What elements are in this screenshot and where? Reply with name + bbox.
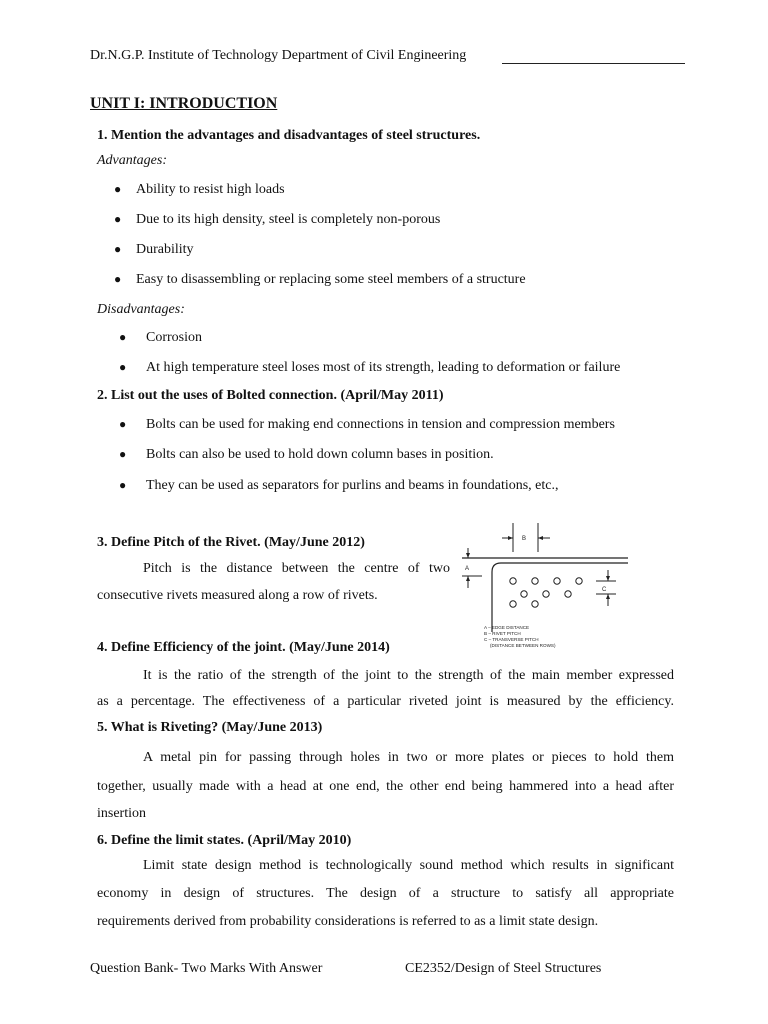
rivet	[554, 578, 560, 584]
disadvantages-label: Disadvantages:	[97, 302, 185, 317]
rivet-pitch-diagram	[458, 520, 638, 640]
q3-answer-line: consecutive rivets measured along a row of rivets.	[97, 588, 378, 603]
rivet	[532, 601, 538, 607]
bullet-icon: ●	[119, 417, 127, 431]
q4-answer-line: It is the ratio of the strength of the joint to the strength of the main member expressed	[143, 668, 674, 683]
question-1-title: 1. Mention the advantages and disadvantages of steel structures.	[97, 128, 481, 143]
footer-right: CE2352/Design of Steel Structures	[405, 961, 602, 976]
bolt-use-item: ● They can be used as separators for purlins and beams in foundations, etc.,	[119, 478, 559, 493]
rivet	[543, 591, 549, 597]
arrowhead-icon	[538, 536, 543, 540]
q6-answer-line: economy in design of structures. The design of a structure to satisfy all appropriate	[97, 886, 674, 901]
bullet-icon: ●	[114, 272, 122, 286]
footer-left: Question Bank- Two Marks With Answer	[90, 961, 323, 976]
rivet	[510, 601, 516, 607]
rivet	[510, 578, 516, 584]
q5-answer-line: insertion	[97, 806, 146, 821]
advantage-item: ● Easy to disassembling or replacing some steel members of a structure	[114, 272, 526, 287]
figure-legend-line: C – TRANSVERSE PITCH	[484, 637, 539, 642]
rivet	[521, 591, 527, 597]
arrowhead-icon	[606, 576, 610, 581]
bullet-icon: ●	[119, 447, 127, 461]
disadvantage-item: ● Corrosion	[119, 330, 202, 345]
figure-legend-line: A – EDGE DISTANCE	[484, 625, 530, 630]
bolt-use-item: ● Bolts can also be used to hold down column bases in position.	[119, 447, 494, 462]
q5-answer-line: together, usually made with a head at one end, the other end being hammered into a head after	[97, 779, 674, 794]
rivet	[576, 578, 582, 584]
arrowhead-icon	[606, 594, 610, 599]
header-rule	[502, 63, 685, 64]
arrowhead-icon	[466, 553, 470, 558]
arrowhead-icon	[466, 576, 470, 581]
bolt-use-item: ● Bolts can be used for making end connections in tension and compression members	[119, 417, 615, 432]
rivet-pitch-legend	[484, 636, 624, 650]
q5-answer-line: A metal pin for passing through holes in two or more plates or pieces to hold them	[143, 750, 674, 765]
advantages-label: Advantages:	[97, 153, 167, 168]
bullet-icon: ●	[119, 330, 127, 344]
unit-title: UNIT I: INTRODUCTION	[90, 95, 278, 112]
q6-answer-line: requirements derived from probability considerations is referred to as a limit state design.	[97, 914, 599, 929]
figure-legend-line: (DISTANCE BETWEEN ROWS)	[490, 643, 556, 648]
advantage-item: ● Durability	[114, 242, 194, 257]
question-6-title: 6. Define the limit states. (April/May 2010)	[97, 833, 352, 848]
rivet	[565, 591, 571, 597]
rivet	[532, 578, 538, 584]
question-2-title: 2. List out the uses of Bolted connection. (April/May 2011)	[97, 388, 444, 403]
figure-legend-line: B – RIVET PITCH	[484, 631, 521, 636]
bullet-icon: ●	[119, 360, 127, 374]
q4-answer-line: as a percentage. The effectiveness of a particular riveted joint is measured by the efficiency.	[97, 694, 674, 709]
page-header: Dr.N.G.P. Institute of Technology Department of Civil Engineering	[90, 48, 467, 63]
question-3-title: 3. Define Pitch of the Rivet. (May/June 2012)	[97, 535, 365, 550]
bullet-icon: ●	[114, 212, 122, 226]
q3-answer-line: Pitch is the distance between the centre of two	[143, 561, 450, 576]
figure-label-a: A	[465, 566, 470, 572]
advantage-item: ● Due to its high density, steel is completely non-porous	[114, 212, 441, 227]
figure-label-c: C	[602, 587, 607, 593]
bullet-icon: ●	[114, 242, 122, 256]
disadvantage-item: ● At high temperature steel loses most of its strength, leading to deformation or failure	[119, 360, 621, 375]
arrowhead-icon	[508, 536, 513, 540]
bullet-icon: ●	[114, 182, 122, 196]
advantage-item: ● Ability to resist high loads	[114, 182, 285, 197]
bullet-icon: ●	[119, 478, 127, 492]
question-5-title: 5. What is Riveting? (May/June 2013)	[97, 720, 323, 735]
q6-answer-line: Limit state design method is technologically sound method which results in significant	[143, 858, 674, 873]
figure-label-b: B	[522, 536, 527, 542]
question-4-title: 4. Define Efficiency of the joint. (May/June 2014)	[97, 640, 390, 655]
